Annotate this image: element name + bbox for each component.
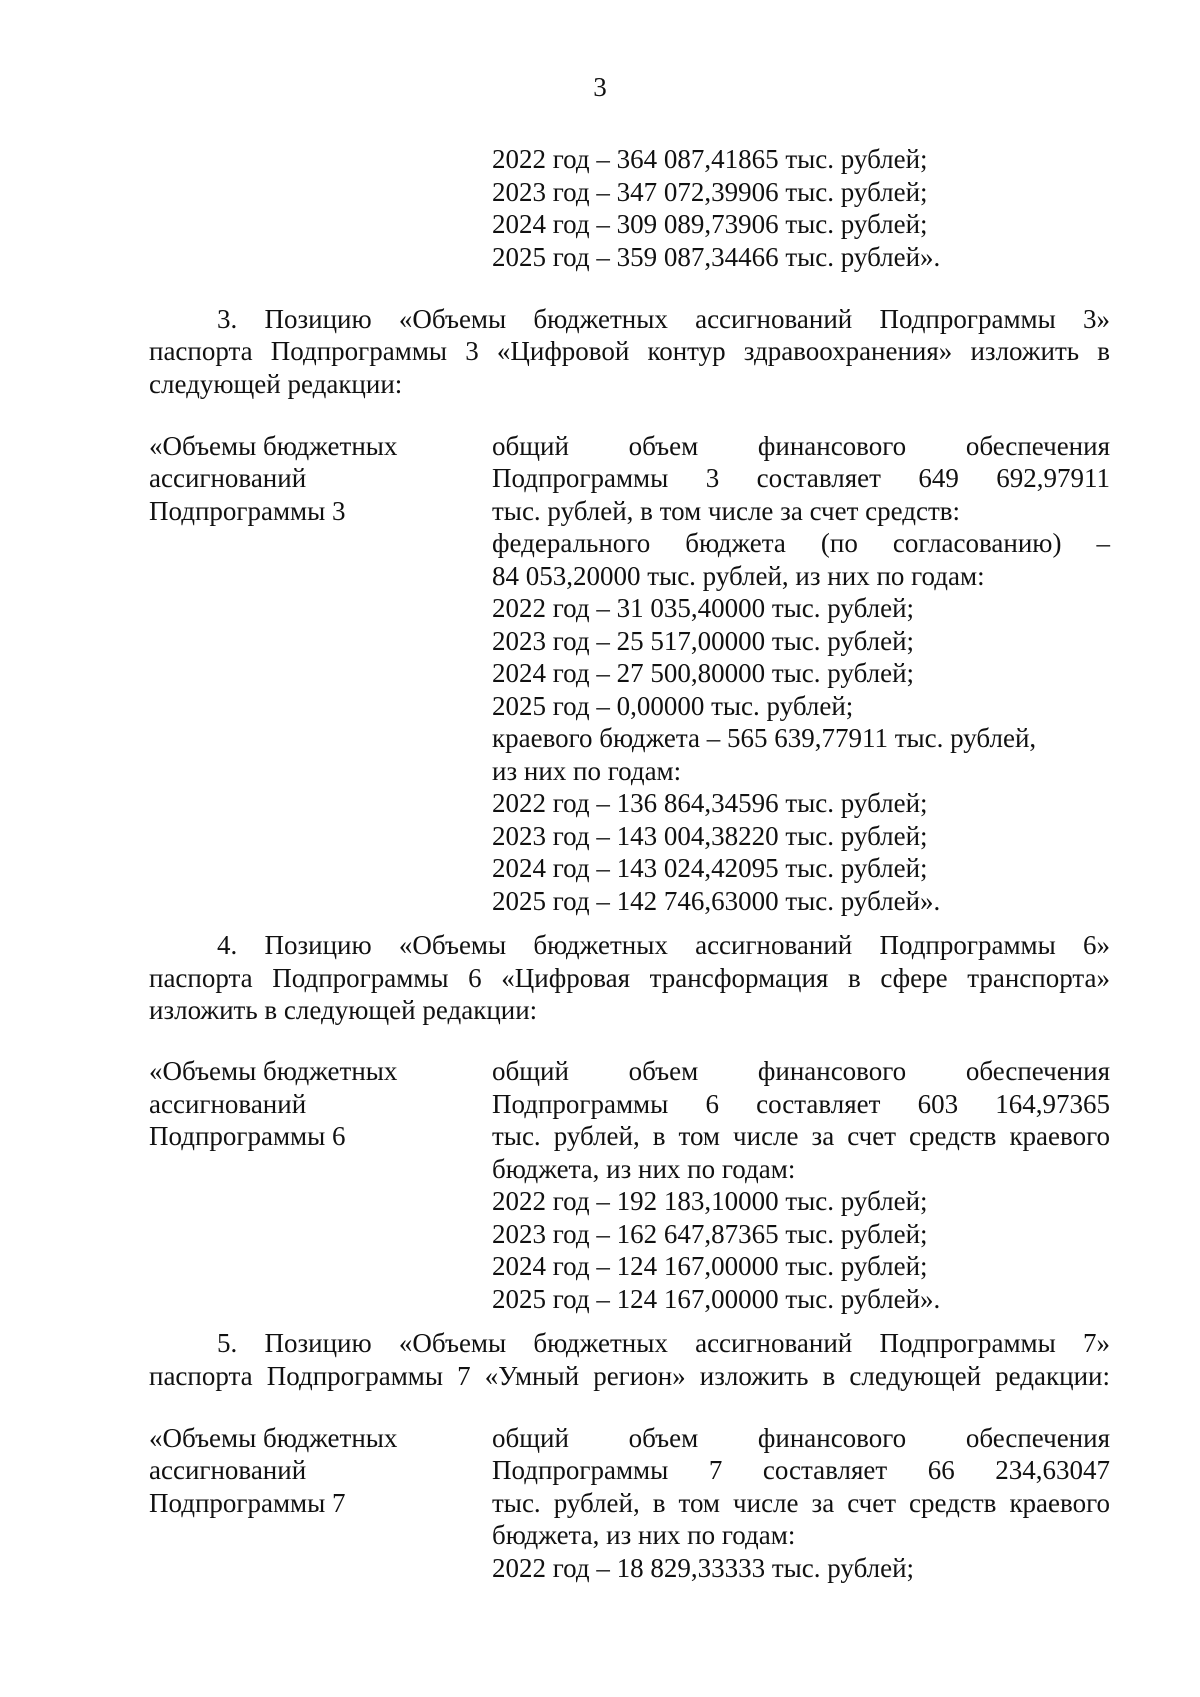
section5-intro-line: 5. Позицию «Объемы бюджетных ассигнований Подпрограммы 7» — [217, 1328, 1110, 1358]
top-block-line: 2022 год – 364 087,41865 тыс. рублей; — [492, 144, 928, 174]
section3-label-line: «Объемы бюджетных — [149, 431, 398, 461]
section3-intro-line: 3. Позицию «Объемы бюджетных ассигнований Подпрограммы 3» — [217, 304, 1110, 334]
section3-label-line: Подпрограммы 3 — [149, 496, 346, 526]
section3-value-line: 2022 год – 136 864,34596 тыс. рублей; — [492, 788, 928, 818]
top-block-line: 2023 год – 347 072,39906 тыс. рублей; — [492, 177, 928, 207]
section3-value-line: общий объем финансового обеспечения — [492, 431, 1110, 461]
section3-value-line: краевого бюджета – 565 639,77911 тыс. рублей, — [492, 723, 1037, 753]
section4-value-line: общий объем финансового обеспечения — [492, 1056, 1110, 1086]
page-number: 3 — [593, 72, 607, 102]
section5-value-line: 2022 год – 18 829,33333 тыс. рублей; — [492, 1553, 915, 1583]
section3-intro-line: паспорта Подпрограммы 3 «Цифровой контур здравоохранения» изложить в — [149, 336, 1110, 366]
section4-value-line: 2024 год – 124 167,00000 тыс. рублей; — [492, 1251, 928, 1281]
section5-intro-line: паспорта Подпрограммы 7 «Умный регион» изложить в следующей редакции: — [149, 1361, 1110, 1391]
section4-value-line: 2023 год – 162 647,87365 тыс. рублей; — [492, 1219, 928, 1249]
section5-value-line: тыс. рублей, в том числе за счет средств краевого — [492, 1488, 1110, 1518]
section4-intro-line: паспорта Подпрограммы 6 «Цифровая трансформация в сфере транспорта» — [149, 963, 1110, 993]
section4-value-line: бюджета, из них по годам: — [492, 1154, 796, 1184]
section4-value-line: Подпрограммы 6 составляет 603 164,97365 — [492, 1089, 1110, 1119]
section4-intro-line: 4. Позицию «Объемы бюджетных ассигнований Подпрограммы 6» — [217, 930, 1110, 960]
section3-value-line: 2025 год – 142 746,63000 тыс. рублей». — [492, 886, 941, 916]
section3-value-line: 84 053,20000 тыс. рублей, из них по годам: — [492, 561, 985, 591]
section5-value-line: бюджета, из них по годам: — [492, 1520, 796, 1550]
section4-value-line: 2022 год – 192 183,10000 тыс. рублей; — [492, 1186, 928, 1216]
section4-label-line: «Объемы бюджетных — [149, 1056, 398, 1086]
section3-intro-line: следующей редакции: — [149, 369, 403, 399]
section5-label-line: «Объемы бюджетных — [149, 1423, 398, 1453]
section4-label-line: ассигнований — [149, 1089, 307, 1119]
section4-intro-line: изложить в следующей редакции: — [149, 995, 538, 1025]
top-block-line: 2024 год – 309 089,73906 тыс. рублей; — [492, 209, 928, 239]
section5-value-line: общий объем финансового обеспечения — [492, 1423, 1110, 1453]
section5-label-line: Подпрограммы 7 — [149, 1488, 346, 1518]
section3-value-line: 2024 год – 27 500,80000 тыс. рублей; — [492, 658, 915, 688]
section4-value-line: тыс. рублей, в том числе за счет средств краевого — [492, 1121, 1110, 1151]
section5-label-line: ассигнований — [149, 1455, 307, 1485]
section4-value-line: 2025 год – 124 167,00000 тыс. рублей». — [492, 1284, 941, 1314]
top-block-line: 2025 год – 359 087,34466 тыс. рублей». — [492, 242, 941, 272]
section4-label-line: Подпрограммы 6 — [149, 1121, 346, 1151]
section3-value-line: 2025 год – 0,00000 тыс. рублей; — [492, 691, 854, 721]
section5-value-line: Подпрограммы 7 составляет 66 234,63047 — [492, 1455, 1110, 1485]
section3-value-line: 2022 год – 31 035,40000 тыс. рублей; — [492, 593, 915, 623]
section3-value-line: тыс. рублей, в том числе за счет средств: — [492, 496, 961, 526]
section3-value-line: 2023 год – 25 517,00000 тыс. рублей; — [492, 626, 915, 656]
section3-value-line: 2023 год – 143 004,38220 тыс. рублей; — [492, 821, 928, 851]
section3-label-line: ассигнований — [149, 463, 307, 493]
section3-value-line: 2024 год – 143 024,42095 тыс. рублей; — [492, 853, 928, 883]
section3-value-line: из них по годам: — [492, 756, 682, 786]
section3-value-line: федерального бюджета (по согласованию) – — [492, 528, 1110, 558]
section3-value-line: Подпрограммы 3 составляет 649 692,97911 — [492, 463, 1110, 493]
